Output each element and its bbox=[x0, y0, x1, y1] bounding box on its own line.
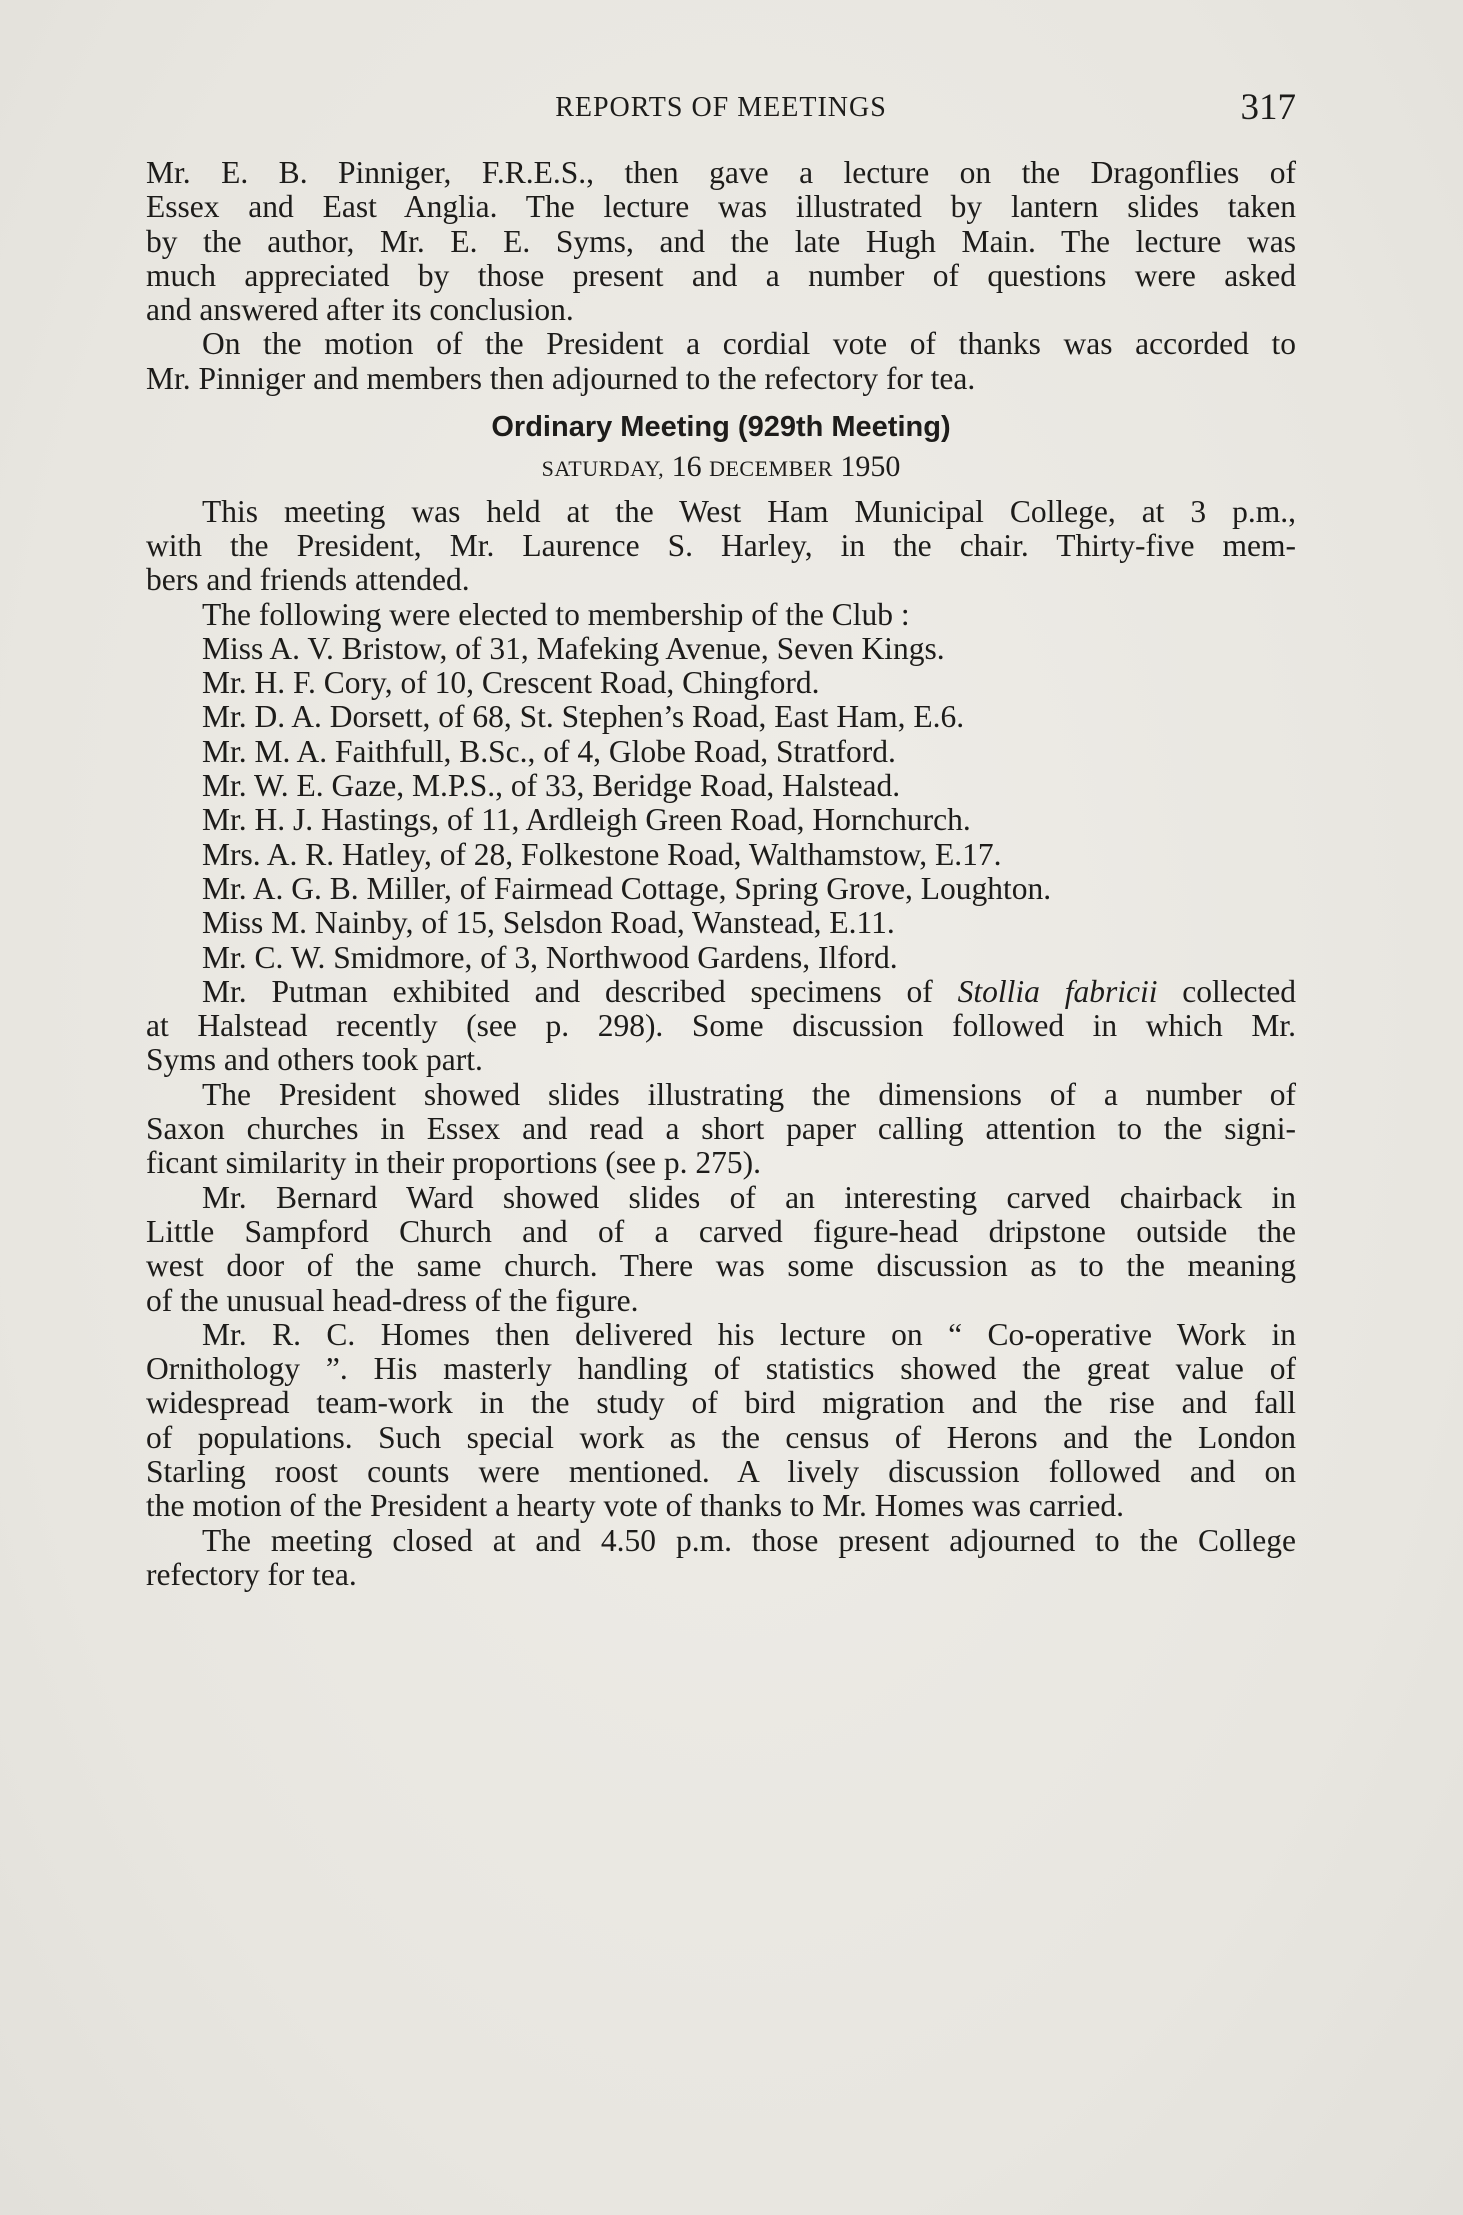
text-line: at Halstead recently (see p. 298). Some discussion followed in which Mr. bbox=[146, 1008, 1296, 1044]
text-line: Syms and others took part. bbox=[146, 1042, 483, 1078]
text-line: bers and friends attended. bbox=[146, 562, 470, 598]
running-head bbox=[146, 86, 1296, 126]
paragraph-meeting-close bbox=[146, 1524, 1296, 1593]
meeting-date bbox=[146, 450, 1296, 486]
election-intro: The following were elected to membership of the Club : bbox=[202, 596, 910, 632]
member-entry: Mr. W. E. Gaze, M.P.S., of 33, Beridge Road, Halstead. bbox=[202, 768, 901, 804]
paragraph-vote-of-thanks bbox=[146, 327, 1296, 396]
new-members-list bbox=[146, 632, 1296, 975]
member-entry: Mr. A. G. B. Miller, of Fairmead Cottage, Spring Grove, Loughton. bbox=[202, 870, 1052, 906]
text-line: The meeting closed at and 4.50 p.m. those present adjourned to the College bbox=[202, 1522, 1296, 1558]
member-entry: Mr. D. A. Dorsett, of 68, St. Stephen’s Road, East Ham, E.6. bbox=[202, 699, 965, 735]
member-entry: Mrs. A. R. Hatley, of 28, Folkestone Road, Walthamstow, E.17. bbox=[202, 836, 1002, 872]
text-fragment: Mr. Putman exhibited and described specimens of bbox=[202, 973, 958, 1009]
text-line: Mr. E. B. Pinniger, F.R.E.S., then gave a lecture on the Dragonflies of bbox=[146, 155, 1296, 190]
paragraph-saxon-churches bbox=[146, 1078, 1296, 1181]
text-line: of the unusual head-dress of the figure. bbox=[146, 1282, 639, 1318]
text-line: Little Sampford Church and of a carved figure-head dripstone outside the bbox=[146, 1213, 1296, 1249]
text-line: with the President, Mr. Laurence S. Harley, in the chair. Thirty-five mem- bbox=[146, 527, 1296, 563]
meeting-day: 16 bbox=[671, 450, 702, 484]
paragraph-ward-slides bbox=[146, 1181, 1296, 1318]
member-entry: Mr. H. J. Hastings, of 11, Ardleigh Green Road, Hornchurch. bbox=[202, 802, 971, 838]
text-line: refectory for tea. bbox=[146, 1556, 357, 1592]
text-line: Saxon churches in Essex and read a short paper calling attention to the signi- bbox=[146, 1111, 1296, 1147]
paragraph-putman-exhibit bbox=[146, 975, 1296, 1078]
member-entry: Mr. C. W. Smidmore, of 3, Northwood Gardens, Ilford. bbox=[202, 939, 898, 975]
text-line: The President showed slides illustrating the dimensions of a number of bbox=[202, 1076, 1296, 1112]
text-line: the motion of the President a hearty vote of thanks to Mr. Homes was carried. bbox=[146, 1488, 1125, 1524]
text-line: Mr. Pinniger and members then adjourned to the refectory for tea. bbox=[146, 360, 976, 396]
text-line: by the author, Mr. E. E. Syms, and the late Hugh Main. The lecture was bbox=[146, 223, 1296, 259]
page-number: 317 bbox=[1240, 87, 1296, 128]
text-line: Essex and East Anglia. The lecture was illustrated by lantern slides taken bbox=[146, 189, 1296, 225]
paragraph-venue bbox=[146, 495, 1296, 598]
text-line: Mr. R. C. Homes then delivered his lecture on “ Co-operative Work in bbox=[202, 1316, 1296, 1352]
text-line: Starling roost counts were mentioned. A lively discussion followed and on bbox=[146, 1453, 1296, 1489]
meeting-heading: Ordinary Meeting (929th Meeting) bbox=[491, 411, 951, 444]
meeting-year: 1950 bbox=[840, 450, 901, 484]
meeting-weekday: SATURDAY, bbox=[541, 456, 665, 482]
member-entry: Miss A. V. Bristow, of 31, Mafeking Avenue, Seven Kings. bbox=[202, 630, 945, 666]
text-line bbox=[146, 975, 1296, 1009]
text-line: of populations. Such special work as the census of Herons and the London bbox=[146, 1419, 1296, 1455]
text-line: west door of the same church. There was some discussion as to the meaning bbox=[146, 1248, 1296, 1284]
meeting-month: DECEMBER bbox=[709, 456, 833, 482]
member-entry: Mr. M. A. Faithfull, B.Sc., of 4, Globe Road, Stratford. bbox=[202, 733, 896, 769]
text-fragment: collected bbox=[1157, 973, 1296, 1009]
text-line: much appreciated by those present and a number of questions were asked bbox=[146, 257, 1296, 293]
text-line: Mr. Bernard Ward showed slides of an interesting carved chairback in bbox=[202, 1179, 1296, 1215]
species-name: Stollia fabricii bbox=[957, 973, 1158, 1009]
text-line: ficant similarity in their proportions (see p. 275). bbox=[146, 1145, 761, 1181]
text-line: and answered after its conclusion. bbox=[146, 292, 574, 328]
paragraph-pinniger-lecture bbox=[146, 156, 1296, 327]
text-line: widespread team-work in the study of bird migration and the rise and fall bbox=[146, 1385, 1296, 1421]
member-entry: Mr. H. F. Cory, of 10, Crescent Road, Chingford. bbox=[202, 665, 820, 701]
text-line: On the motion of the President a cordial vote of thanks was accorded to bbox=[202, 326, 1296, 362]
member-entry: Miss M. Nainby, of 15, Selsdon Road, Wanstead, E.11. bbox=[202, 905, 895, 941]
body-text bbox=[146, 156, 1296, 1592]
running-title: REPORTS OF MEETINGS bbox=[555, 92, 887, 123]
text-line: Ornithology ”. His masterly handling of statistics showed the great value of bbox=[146, 1351, 1296, 1387]
text-line: This meeting was held at the West Ham Municipal College, at 3 p.m., bbox=[202, 493, 1296, 529]
paragraph-homes-lecture bbox=[146, 1318, 1296, 1524]
